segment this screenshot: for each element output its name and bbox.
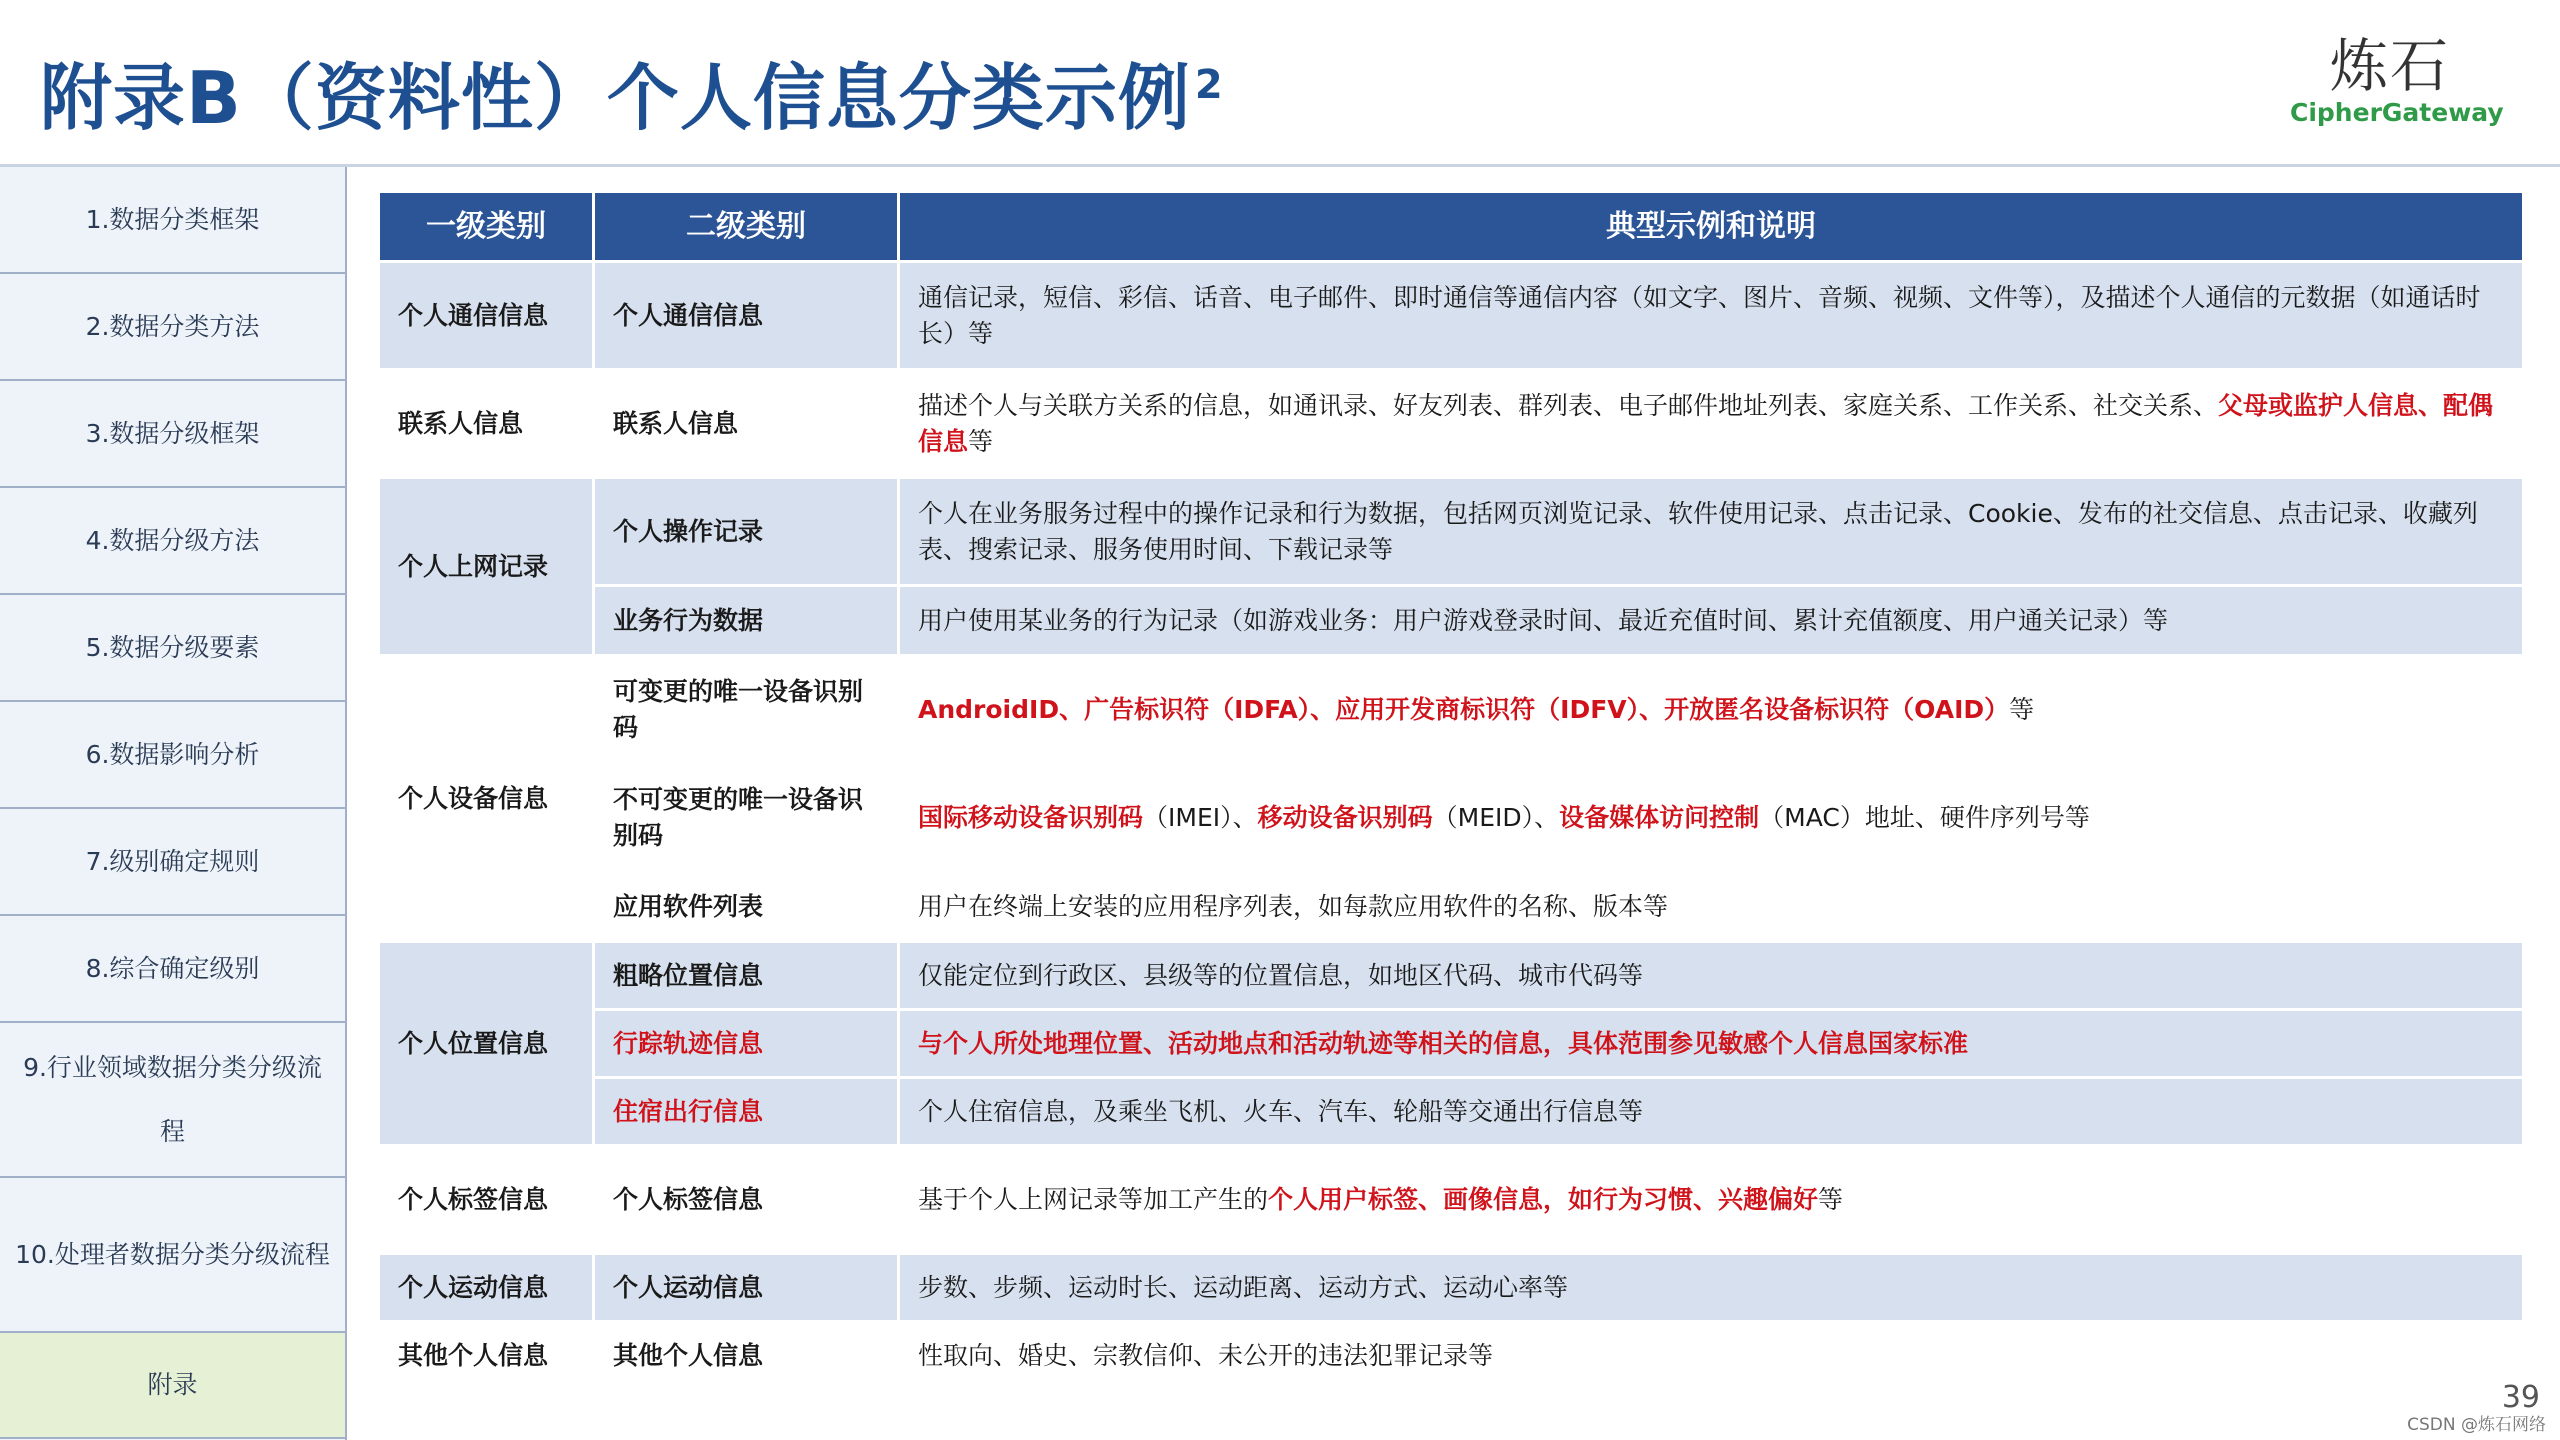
sidebar-item[interactable] xyxy=(0,167,345,274)
description-cell xyxy=(900,657,2525,765)
description-text xyxy=(918,280,2504,352)
text-segment: 用户在终端上安装的应用程序列表，如每款应用软件的名称、版本等 xyxy=(918,891,1669,921)
text-segment: 仅能定位到行政区、县级等的位置信息，如地区代码、城市代码等 xyxy=(918,960,1644,990)
text-segment: （MEID）、 xyxy=(1432,802,1560,832)
secondary-category-cell xyxy=(595,587,900,657)
highlight-text: 设备媒体访问控制 xyxy=(1559,802,1760,832)
page-title xyxy=(40,40,1224,144)
sidebar-item-label: 1.数据分类框架 xyxy=(85,204,260,234)
secondary-category-cell xyxy=(595,1255,900,1323)
text-segment: 等 xyxy=(968,426,994,456)
secondary-category-cell xyxy=(595,1079,900,1147)
primary-category-cell: 个人运动信息 xyxy=(380,1255,595,1323)
description-cell xyxy=(900,371,2525,479)
secondary-category: 应用软件列表 xyxy=(613,891,764,921)
secondary-category-cell xyxy=(595,263,900,371)
description-text xyxy=(918,1182,1843,1218)
description-text xyxy=(918,388,2504,460)
description-text xyxy=(918,1026,1968,1062)
sidebar-item[interactable] xyxy=(0,274,345,381)
secondary-category: 可变更的唯一设备识别码 xyxy=(613,676,864,742)
primary-category-cell: 其他个人信息 xyxy=(380,1323,595,1391)
text-segment: 等 xyxy=(2009,694,2035,724)
description-cell xyxy=(900,1323,2525,1391)
highlight-text: 个人用户标签、画像信息，如行为习惯、兴趣偏好 xyxy=(1268,1184,1819,1214)
description-cell xyxy=(900,479,2525,587)
highlight-text: 国际移动设备识别码 xyxy=(918,802,1144,832)
description-text xyxy=(918,958,1643,994)
sidebar-nav xyxy=(0,167,347,1440)
secondary-category-cell xyxy=(595,1323,900,1391)
secondary-category: 住宿出行信息 xyxy=(613,1096,764,1126)
secondary-category: 个人操作记录 xyxy=(613,516,764,546)
secondary-category: 个人标签信息 xyxy=(613,1184,764,1214)
sidebar-item[interactable] xyxy=(0,381,345,488)
sidebar-item[interactable] xyxy=(0,809,345,916)
secondary-category: 个人运动信息 xyxy=(613,1272,764,1302)
sidebar-item[interactable] xyxy=(0,1023,345,1178)
watermark: CSDN @炼石网络 xyxy=(2407,1415,2546,1435)
header-divider xyxy=(0,164,2560,167)
secondary-category-cell xyxy=(595,943,900,1011)
sidebar-item-label: 8.综合确定级别 xyxy=(85,953,260,983)
secondary-category: 其他个人信息 xyxy=(613,1340,764,1370)
page-number: 39 xyxy=(2501,1380,2540,1415)
secondary-category: 个人通信信息 xyxy=(613,300,764,330)
secondary-category-cell xyxy=(595,371,900,479)
sidebar-item-label: 附录 xyxy=(147,1370,198,1399)
sidebar-item[interactable] xyxy=(0,916,345,1023)
text-segment: （IMEI）、 xyxy=(1143,802,1258,832)
description-cell xyxy=(900,765,2525,873)
secondary-category-cell xyxy=(595,873,900,943)
sidebar-item-label: 7.级别确定规则 xyxy=(85,846,260,876)
sidebar-item[interactable] xyxy=(0,1178,345,1333)
description-text xyxy=(918,603,2168,639)
text-segment: 用户使用某业务的行为记录（如游戏业务：用户游戏登录时间、最近充值时间、累计充值额度、用户通关记录）等 xyxy=(918,605,2169,635)
sidebar-item-label: 9.行业领域数据分类分级流程 xyxy=(23,1052,322,1146)
sidebar-item-label: 10.处理者数据分类分级流程 xyxy=(15,1239,330,1269)
page-title-text: 附录B（资料性）个人信息分类示例 xyxy=(40,56,1191,140)
title-superscript: 2 xyxy=(1194,62,1224,108)
primary-category-cell: 个人标签信息 xyxy=(380,1147,595,1255)
secondary-category-cell xyxy=(595,657,900,765)
text-segment: 描述个人与关联方关系的信息，如通讯录、好友列表、群列表、电子邮件地址列表、家庭关系、工作关系、社交关系、 xyxy=(918,390,2219,420)
highlight-text: AndroidID、广告标识符（IDFA）、应用开发商标识符（IDFV）、开放匿名设备标识符（OAID） xyxy=(918,694,2010,724)
primary-category-cell: 个人上网记录 xyxy=(380,479,595,657)
logo-en-text: CipherGateway xyxy=(2290,98,2504,127)
description-text xyxy=(918,800,2090,836)
text-segment: 步数、步频、运动时长、运动距离、运动方式、运动心率等 xyxy=(918,1272,1569,1302)
table-header-cell: 典型示例和说明 xyxy=(900,193,2525,263)
highlight-text: 与个人所处地理位置、活动地点和活动轨迹等相关的信息，具体范围参见敏感个人信息国家标准 xyxy=(918,1028,1969,1058)
table-header-cell: 一级类别 xyxy=(380,193,595,263)
primary-category-cell: 个人设备信息 xyxy=(380,657,595,943)
secondary-category-cell xyxy=(595,1011,900,1079)
description-text xyxy=(918,692,2034,728)
description-text xyxy=(918,1270,1568,1306)
primary-category-cell: 个人通信信息 xyxy=(380,263,595,371)
logo-cn-text: 炼石 xyxy=(2329,32,2450,100)
description-cell xyxy=(900,1011,2525,1079)
secondary-category-cell xyxy=(595,479,900,587)
sidebar-item[interactable] xyxy=(0,1333,345,1439)
sidebar-item-label: 5.数据分级要素 xyxy=(85,632,260,662)
secondary-category: 粗略位置信息 xyxy=(613,960,764,990)
description-cell xyxy=(900,873,2525,943)
description-text xyxy=(918,1338,1493,1374)
description-text xyxy=(918,1094,1643,1130)
sidebar-item-label: 2.数据分类方法 xyxy=(85,311,260,341)
secondary-category: 行踪轨迹信息 xyxy=(613,1028,764,1058)
secondary-category: 不可变更的唯一设备识别码 xyxy=(613,784,864,850)
secondary-category: 联系人信息 xyxy=(613,408,739,438)
description-text xyxy=(918,496,2504,568)
sidebar-item-label: 3.数据分级框架 xyxy=(85,418,260,448)
secondary-category: 业务行为数据 xyxy=(613,605,764,635)
text-segment: 通信记录，短信、彩信、话音、电子邮件、即时通信等通信内容（如文字、图片、音频、视频、文件等），及描述个人通信的元数据（如通话时长）等 xyxy=(918,282,2481,348)
description-cell xyxy=(900,943,2525,1011)
text-segment: （MAC）地址、硬件序列号等 xyxy=(1759,802,2090,832)
description-cell xyxy=(900,587,2525,657)
text-segment: 等 xyxy=(1818,1184,1844,1214)
sidebar-item-label: 4.数据分级方法 xyxy=(85,525,260,555)
secondary-category-cell xyxy=(595,765,900,873)
description-cell xyxy=(900,1079,2525,1147)
secondary-category-cell xyxy=(595,1147,900,1255)
table-header-cell: 二级类别 xyxy=(595,193,900,263)
sidebar-item[interactable] xyxy=(0,488,345,595)
primary-category-cell: 联系人信息 xyxy=(380,371,595,479)
sidebar-item[interactable] xyxy=(0,595,345,702)
company-logo xyxy=(2290,32,2504,134)
highlight-text: 移动设备识别码 xyxy=(1257,802,1433,832)
text-segment: 个人在业务服务过程中的操作记录和行为数据，包括网页浏览记录、软件使用记录、点击记录、Cookie、发布的社交信息、点击记录、收藏列表、搜索记录、服务使用时间、下载记录等 xyxy=(918,498,2478,564)
highlight-text: 父母或监护人信息、配偶信息 xyxy=(918,390,2494,456)
sidebar-item-label: 6.数据影响分析 xyxy=(85,739,260,769)
description-cell xyxy=(900,1255,2525,1323)
sidebar-item[interactable] xyxy=(0,702,345,809)
description-cell xyxy=(900,263,2525,371)
text-segment: 基于个人上网记录等加工产生的 xyxy=(918,1184,1269,1214)
text-segment: 性取向、婚史、宗教信仰、未公开的违法犯罪记录等 xyxy=(918,1340,1494,1370)
primary-category-cell: 个人位置信息 xyxy=(380,943,595,1147)
text-segment: 个人住宿信息，及乘坐飞机、火车、汽车、轮船等交通出行信息等 xyxy=(918,1096,1644,1126)
description-text xyxy=(918,889,1668,925)
description-cell xyxy=(900,1147,2525,1255)
